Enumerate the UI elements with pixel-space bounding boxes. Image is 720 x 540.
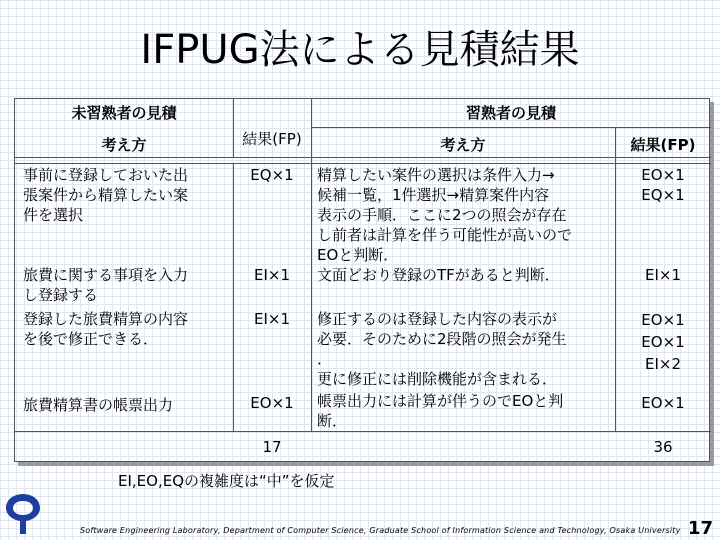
row-1-expert-approach: 精算したい案件の選択は条件入力→ 候補一覧，1件選択→精算案件内容 表示の手順．ここに2つの照会が存在 し前者は計算を伴う可能性が高いので EOと判断． <box>317 166 573 264</box>
novice-group-header: 未習熟者の見積 <box>71 104 177 122</box>
estimate-table <box>14 98 710 462</box>
row-1-expert-result: EO×1 EQ×1 <box>641 166 685 204</box>
row-3-novice-approach: 登録した旅費精算の内容 を後で修正できる． <box>23 310 189 348</box>
row-1-novice-result: EQ×1 <box>250 166 294 184</box>
footer-affiliation: Software Engineering Laboratory, Department of Computer Science, Graduate School of Information Science and Technology, Osaka University <box>80 526 681 535</box>
expert-group-header: 習熟者の見積 <box>465 104 556 122</box>
novice-total: 17 <box>262 438 282 456</box>
row-3-expert-result: EO×1 EO×1 EI×2 <box>641 311 685 373</box>
row-4-expert-result: EO×1 <box>641 394 685 412</box>
slide-title: IFPUG法による見積結果 <box>140 27 580 73</box>
divider-h-header-right <box>311 157 711 158</box>
novice-approach-header: 考え方 <box>101 136 147 154</box>
divider-h-header-bottom <box>15 163 711 164</box>
expert-approach-header: 考え方 <box>440 136 486 154</box>
row-3-novice-result: EI×1 <box>253 310 290 328</box>
row-4-novice-approach: 旅費精算書の帳票出力 <box>23 396 174 414</box>
row-2-expert-approach: 文面どおり登録のTFがあると判断． <box>317 266 560 284</box>
expert-result-header: 結果(FP) <box>630 136 696 154</box>
row-4-expert-approach: 帳票出力には計算が伴うのでEOと判 断． <box>317 392 564 430</box>
row-4-novice-result: EO×1 <box>250 394 294 412</box>
divider-v-novice-result <box>233 163 234 431</box>
novice-result-header: 結果(FP) <box>242 130 302 148</box>
expert-total: 36 <box>653 438 673 456</box>
divider-h-expert-group <box>311 127 711 128</box>
row-1-novice-approach: 事前に登録しておいた出 張案件から精算したい案 件を選択 <box>23 166 189 224</box>
page-number: 17 <box>688 518 714 539</box>
university-logo-icon <box>2 490 44 538</box>
row-2-novice-approach: 旅費に関する事項を入力 し登録する <box>23 266 189 304</box>
complexity-note: EI,EO,EQの複雑度は“中”を仮定 <box>118 472 335 490</box>
row-3-expert-approach: 修正するのは登録した内容の表示が 必要．そのために2段階の照会が発生 ． 更に修正には削除機能が含まれる． <box>317 310 567 388</box>
divider-h-header-left <box>15 157 311 158</box>
row-2-novice-result: EI×1 <box>253 266 290 284</box>
divider-h-totals <box>15 431 711 432</box>
row-2-expert-result: EI×1 <box>644 266 681 284</box>
